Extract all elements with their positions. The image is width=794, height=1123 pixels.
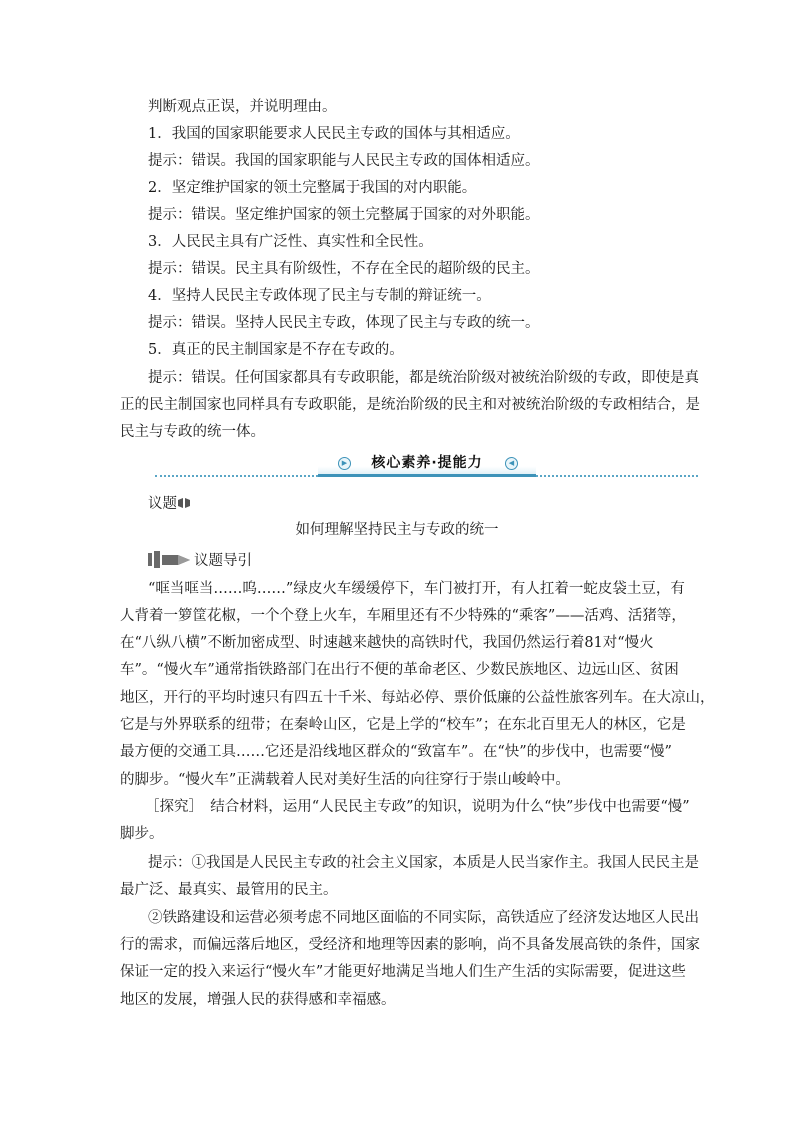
statement-5: 5．真正的民主制国家是不存在专政的。 [148, 342, 404, 358]
hint-5-line-2: 正的民主制国家也同样具有专政职能，是统治阶级的民主和对被统治阶级的专政相结合，是 [120, 397, 700, 413]
answer-line: ②铁路建设和运营必须考虑不同地区面临的不同实际，高铁适应了经济发达地区人民出 [148, 910, 699, 926]
statement-4: 4．坚持人民民主专政体现了民主与专制的辩证统一。 [148, 288, 491, 304]
statement-1: 1．我国的国家职能要求人民民主专政的国体与其相适应。 [148, 126, 520, 142]
passage-line: 人背着一箩筐花椒，一个个登上火车，车厢里还有不少特殊的“乘客”——活鸡、活猪等， [120, 608, 686, 624]
hint-1: 提示：错误。我国的国家职能与人民民主专政的国体相适应。 [148, 153, 540, 169]
pen-icon [148, 549, 194, 569]
topic-label-text: 议题 [148, 496, 177, 512]
section-banner [155, 452, 698, 476]
answer-line: 行的需求，而偏远落后地区，受经济和地理等因素的影响，尚不具备发展高铁的条件，国家 [120, 937, 700, 953]
passage-line: 车”。“慢火车”通常指铁路部门在出行不便的革命老区、少数民族地区、边远山区、贫困 [120, 662, 679, 678]
guide-label: 议题导引 [194, 553, 252, 569]
topic-label [148, 494, 708, 514]
explore-question-cont: 脚步。 [120, 826, 164, 842]
hint-3: 提示：错误。民主具有阶级性，不存在全民的超阶级的民主。 [148, 261, 540, 277]
left-arrow-icon: ◀ [505, 457, 518, 470]
passage-line: 在“八纵八横”不断加密成型、时速越来越快的高铁时代，我国仍然运行着81对“慢火 [120, 635, 654, 651]
hint-4: 提示：错误。坚持人民民主专政，体现了民主与专政的统一。 [148, 315, 540, 331]
hint-2: 提示：错误。坚定维护国家的领土完整属于国家的对外职能。 [148, 207, 540, 223]
intro-line: 判断观点正误，并说明理由。 [148, 99, 337, 115]
topic-mark-icon [177, 496, 191, 510]
hint-5-line-1: 提示：错误。任何国家都具有专政职能，都是统治阶级对被统治阶级的专政，即使是真 [148, 370, 699, 386]
right-arrow-icon: ▶ [338, 457, 351, 470]
answer-line: 保证一定的投入来运行“慢火车”才能更好地满足当地人们生产生活的实际需要，促进这些 [120, 964, 686, 980]
passage-line: “哐当哐当……呜……”绿皮火车缓缓停下，车门被打开，有人扛着一蛇皮袋土豆，有 [148, 581, 685, 597]
statement-3: 3．人民民主具有广泛性、真实性和全民性。 [148, 234, 433, 250]
answer-line: 最广泛、最真实、最管用的民主。 [120, 882, 338, 898]
banner-title: 核心素养·提能力 [371, 455, 483, 471]
explore-question: ［探究］ 结合材料，运用“人民民主专政”的知识，说明为什么“快”步伐中也需要“慢” [145, 799, 690, 815]
answer-line: 地区的发展，增强人民的获得感和幸福感。 [120, 992, 396, 1008]
hint-5-line-3: 民主与专政的统一体。 [120, 424, 265, 440]
passage-line: 的脚步。“慢火车”正满载着人民对美好生活的向往穿行于崇山峻岭中。 [120, 772, 570, 788]
passage-line: 最方便的交通工具……它还是沿线地区群众的“致富车”。在“快”的步伐中，也需要“慢” [120, 744, 672, 760]
answer-line: 提示：①我国是人民民主专政的社会主义国家，本质是人民当家作主。我国人民民主是 [148, 855, 699, 871]
banner-underline [318, 474, 536, 477]
passage-line: 它是与外界联系的纽带；在秦岭山区，它是上学的“校车”；在东北百里无人的林区，它是 [120, 717, 686, 733]
passage-line: 地区，开行的平均时速只有四五十千米、每站必停、票价低廉的公益性旅客列车。在大凉山， [120, 690, 715, 706]
statement-2: 2．坚定维护国家的领土完整属于我国的对内职能。 [148, 180, 477, 196]
topic-title: 如何理解坚持民主与专政的统一 [295, 522, 499, 538]
